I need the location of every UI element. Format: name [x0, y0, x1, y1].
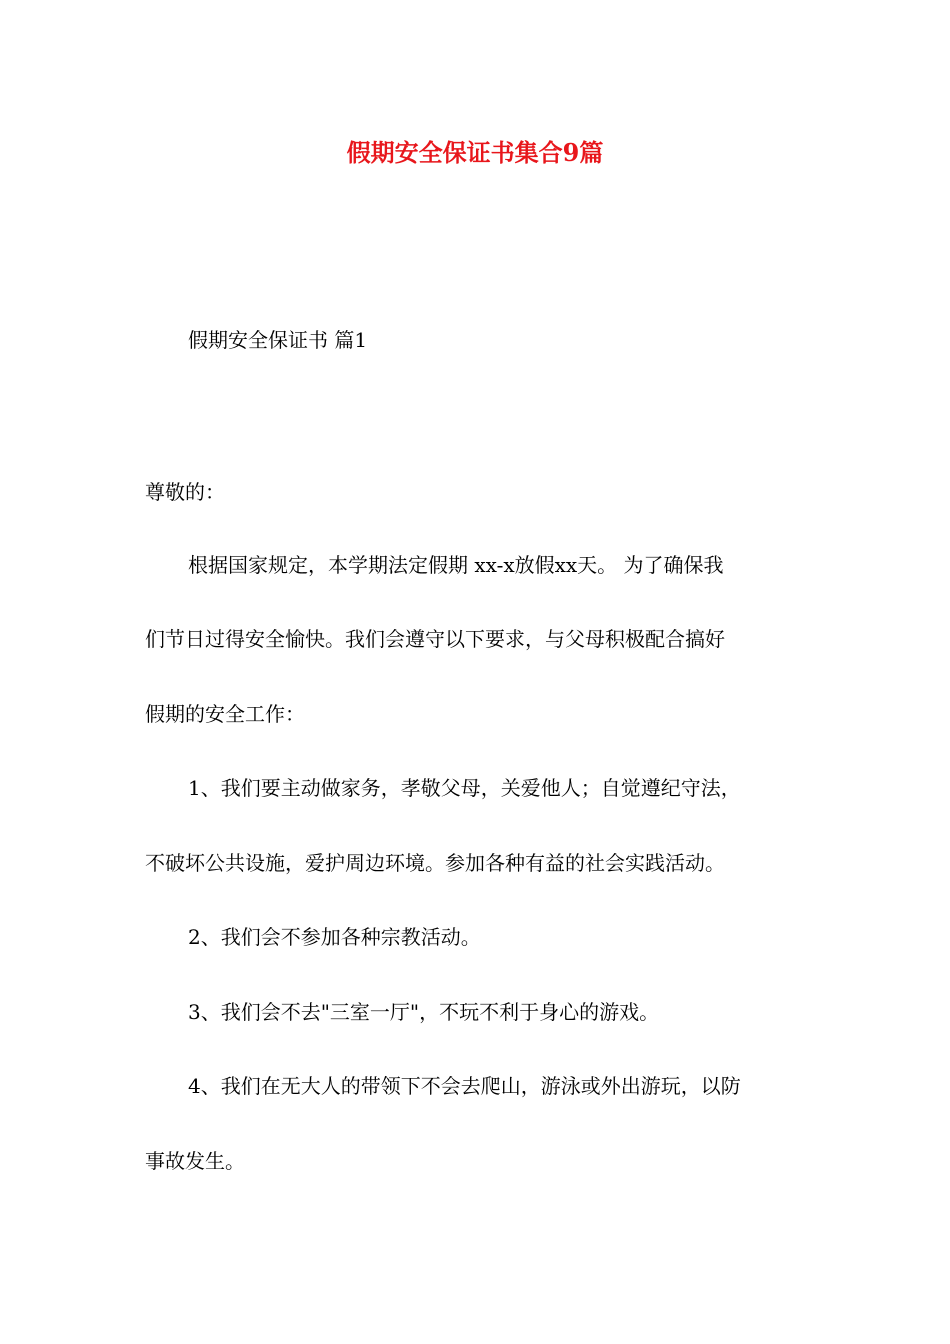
- body-line: 根据国家规定，本学期法定假期 xx-x放假xx天。 为了确保我: [188, 553, 724, 577]
- salutation: 尊敬的：: [145, 480, 225, 504]
- body-line: 假期的安全工作：: [145, 702, 305, 726]
- body-line: 们节日过得安全愉快。我们会遵守以下要求，与父母积极配合搞好: [145, 627, 725, 651]
- body-line: 4、我们在无大人的带领下不会去爬山，游泳或外出游玩，以防: [188, 1074, 741, 1098]
- body-line: 2、我们会不参加各种宗教活动。: [188, 925, 481, 949]
- section-heading: 假期安全保证书 篇1: [188, 328, 368, 352]
- body-line: 不破坏公共设施，爱护周边环境。参加各种有益的社会实践活动。: [145, 851, 725, 875]
- body-line: 事故发生。: [145, 1149, 245, 1173]
- document-title: 假期安全保证书集合9篇: [346, 138, 604, 167]
- body-line: 3、我们会不去"三室一厅"，不玩不利于身心的游戏。: [188, 1000, 660, 1024]
- body-line: 1、我们要主动做家务，孝敬父母，关爱他人；自觉遵纪守法，: [188, 776, 741, 800]
